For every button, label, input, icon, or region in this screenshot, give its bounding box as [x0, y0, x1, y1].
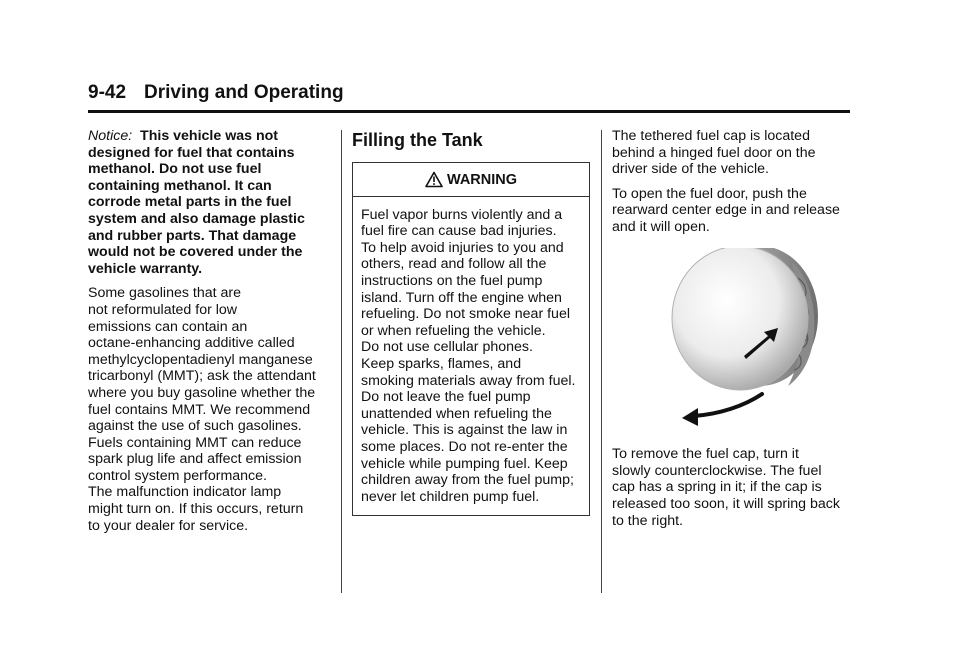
warning-line: instructions on the fuel pump — [361, 272, 543, 289]
warning-line: or when refueling the vehicle. — [361, 322, 546, 339]
warning-line: To help avoid injuries to you and — [361, 239, 564, 256]
warning-line: Do not leave the fuel pump — [361, 389, 531, 406]
text-line: might turn on. If this occurs, return — [88, 501, 304, 518]
warning-line: some places. Do not re-enter the — [361, 438, 568, 455]
text-line: fuel contains MMT. We recommend — [88, 401, 311, 418]
warning-line: island. Turn off the engine when — [361, 289, 562, 306]
text-line: To open the fuel door, push the — [612, 185, 807, 202]
text-line: spark plug life and affect emission — [88, 451, 302, 468]
text-line: octane-enhancing additive called — [88, 335, 295, 352]
warning-line: never let children pump fuel. — [361, 488, 540, 505]
warning-line: vehicle while pumping fuel. Keep — [361, 455, 568, 472]
warning-line: vehicle. This is against the law in — [361, 422, 568, 439]
warning-box — [352, 162, 590, 516]
text-line: and it will open. — [612, 218, 710, 235]
text-line: against the use of such gasolines. — [88, 418, 302, 435]
notice-line: This vehicle was not — [140, 128, 279, 144]
text-line: to the right. — [612, 512, 683, 529]
text-line: to your dealer for service. — [88, 517, 249, 534]
warning-line: unattended when refueling the — [361, 405, 552, 422]
notice-line: and rubber parts. That damage — [88, 227, 297, 244]
notice-line: would not be covered under the — [88, 244, 303, 261]
notice-paragraph — [88, 128, 334, 277]
text-line: behind a hinged fuel door on the — [612, 144, 816, 161]
rotate-arrow-icon — [682, 394, 762, 426]
notice-line: vehicle warranty. — [88, 260, 203, 277]
page-header — [88, 82, 850, 113]
text-line: The tethered fuel cap is located — [612, 128, 810, 144]
column-3 — [612, 128, 852, 537]
warning-line: refueling. Do not smoke near fuel — [361, 306, 570, 323]
remove-fuel-cap-paragraph — [612, 446, 852, 529]
warning-line: Keep sparks, flames, and — [361, 355, 522, 372]
notice-line: corrode metal parts in the fuel — [88, 194, 292, 211]
fuel-door-illustration — [660, 248, 820, 428]
text-line: Fuels containing MMT can reduce — [88, 434, 302, 451]
notice-line: system and also damage plastic — [88, 210, 305, 227]
warning-text — [353, 197, 589, 516]
text-line: cap has a spring in it; if the cap is — [612, 479, 822, 496]
warning-line: fuel fire can cause bad injuries. — [361, 223, 557, 240]
text-line: emissions can contain an — [88, 318, 248, 335]
text-line: slowly counterclockwise. The fuel — [612, 462, 822, 479]
warning-line: smoking materials away from fuel. — [361, 372, 576, 389]
open-fuel-door-paragraph — [612, 186, 852, 236]
notice-line: methanol. Do not use fuel — [88, 161, 262, 178]
page-number: 9-42 — [88, 82, 127, 103]
warning-line: children away from the fuel pump; — [361, 472, 574, 489]
text-line: tricarbonyl (MMT); ask the attendant — [88, 368, 316, 385]
text-line: The malfunction indicator lamp — [88, 484, 282, 501]
notice-line: designed for fuel that contains — [88, 144, 295, 161]
column-1 — [88, 128, 334, 542]
column-2 — [352, 130, 590, 516]
warning-line: Fuel vapor burns violently and a — [361, 206, 563, 223]
text-line: To remove the fuel cap, turn it — [612, 446, 799, 463]
column-divider — [601, 130, 602, 593]
notice-line: containing methanol. It can — [88, 177, 272, 194]
section-title: Driving and Operating — [144, 82, 344, 103]
notice-label: Notice: — [88, 128, 133, 144]
text-line: control system performance. — [88, 467, 267, 484]
warning-header — [353, 163, 589, 197]
text-line: driver side of the vehicle. — [612, 161, 769, 178]
warning-triangle-icon — [425, 171, 443, 188]
text-line: rearward center edge in and release — [612, 202, 840, 219]
text-line: where you buy gasoline whether the — [88, 384, 316, 401]
fuel-cap-location-paragraph — [612, 128, 852, 178]
mmt-paragraph — [88, 285, 334, 534]
warning-line: others, read and follow all the — [361, 256, 547, 273]
filling-tank-heading: Filling the Tank — [352, 130, 483, 150]
warning-label: WARNING — [446, 172, 518, 188]
text-line: released too soon, it will spring back — [612, 495, 840, 512]
text-line: Some gasolines that are — [88, 285, 242, 302]
text-line: not reformulated for low — [88, 301, 238, 318]
text-line: methylcyclopentadienyl manganese — [88, 351, 313, 368]
warning-line: Do not use cellular phones. — [361, 339, 533, 356]
fuel-door-shape — [672, 248, 818, 390]
column-divider — [341, 130, 342, 593]
